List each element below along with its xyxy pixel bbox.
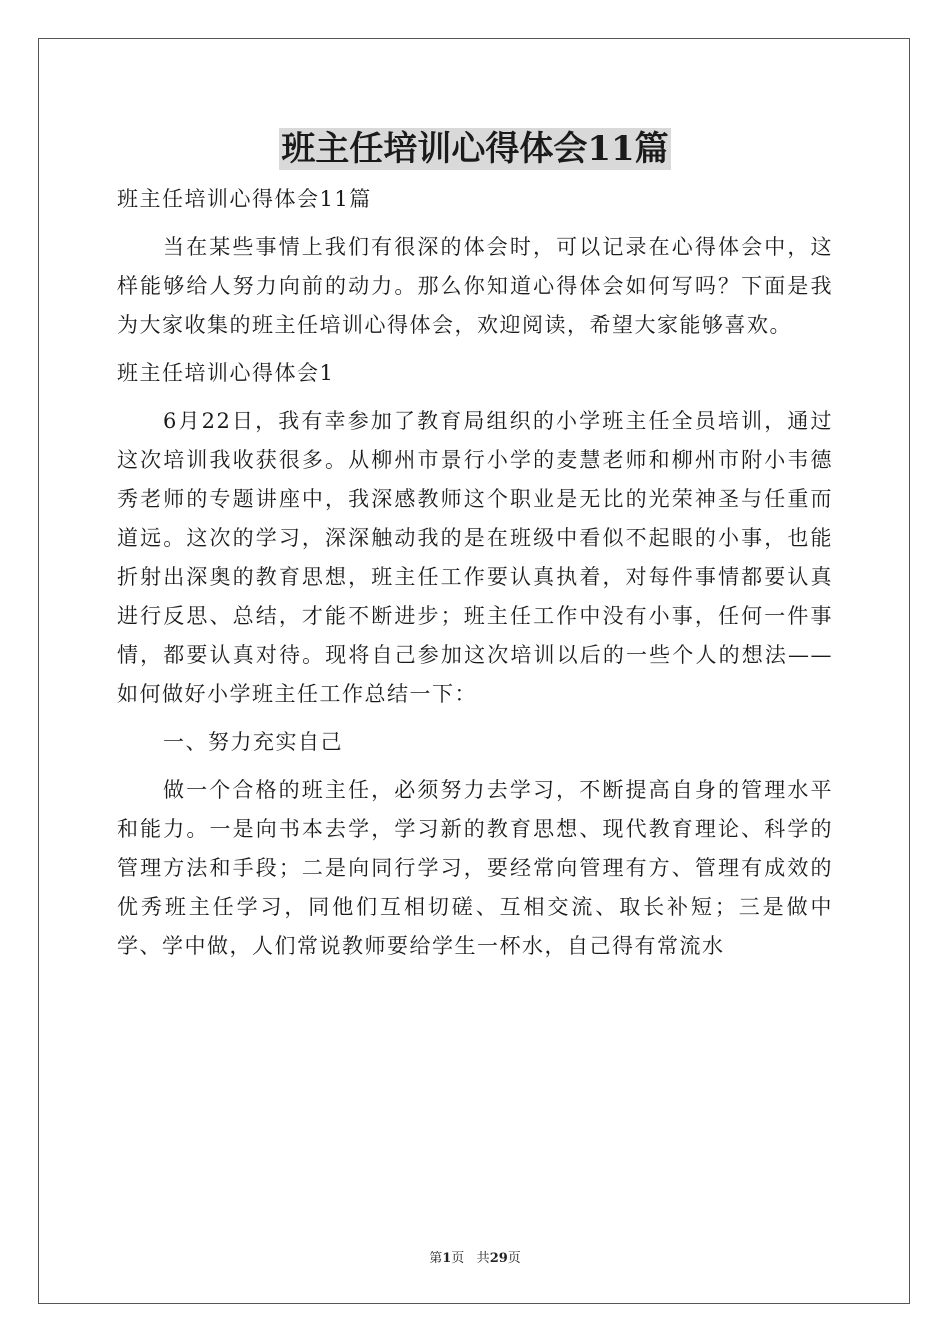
page-footer [0,1247,950,1266]
footer-total-pages: 29 [489,1251,508,1266]
footer-total-suffix: 页 [507,1251,521,1266]
paragraph: 班主任培训心得体会11篇 [117,187,372,211]
title-container [0,128,950,170]
paragraph: 做一个合格的班主任，必须努力去学习，不断提高自身的管理水平和能力。一是向书本去学，学习新的教育思想、现代教育理论、科学的管理方法和手段；二是向同行学习，要经常向管理有方、管理有成效的优秀班主任学习，同他们互相切磋、互相交流、取长补短；三是做中学、学中做，人们常说教师要给学生一杯水，自己得有常流水 [117,778,833,958]
footer-page-suffix: 页 [451,1251,465,1266]
document-title: 班主任培训心得体会11篇 [281,129,669,169]
footer-total-prefix: 共 [476,1251,490,1266]
paragraph: 6月22日，我有幸参加了教育局组织的小学班主任全员培训，通过这次培训我收获很多。从柳州市景行小学的麦慧老师和柳州市附小韦德秀老师的专题讲座中，我深感教师这个职业是无比的光荣神圣与任重而道远。这次的学习，深深触动我的是在班级中看似不起眼的小事，也能折射出深奥的教育思想，班主任工作要认真执着，对每件事情都要认真进行反思、总结，才能不断进步；班主任工作中没有小事，任何一件事情，都要认真对待。现将自己参加这次培训以后的一些个人的想法——如何做好小学班主任工作总结一下： [117,409,833,706]
section-heading: 班主任培训心得体会1 [117,361,335,385]
document-body [117,180,833,975]
footer-page-prefix: 第 [429,1251,443,1266]
footer-page-number: 1 [442,1251,452,1266]
subsection-heading: 一、努力充实自己 [163,730,343,754]
paragraph: 当在某些事情上我们有很深的体会时，可以记录在心得体会中，这样能够给人努力向前的动力。那么你知道心得体会如何写吗？下面是我为大家收集的班主任培训心得体会，欢迎阅读，希望大家能够喜欢。 [117,235,833,337]
